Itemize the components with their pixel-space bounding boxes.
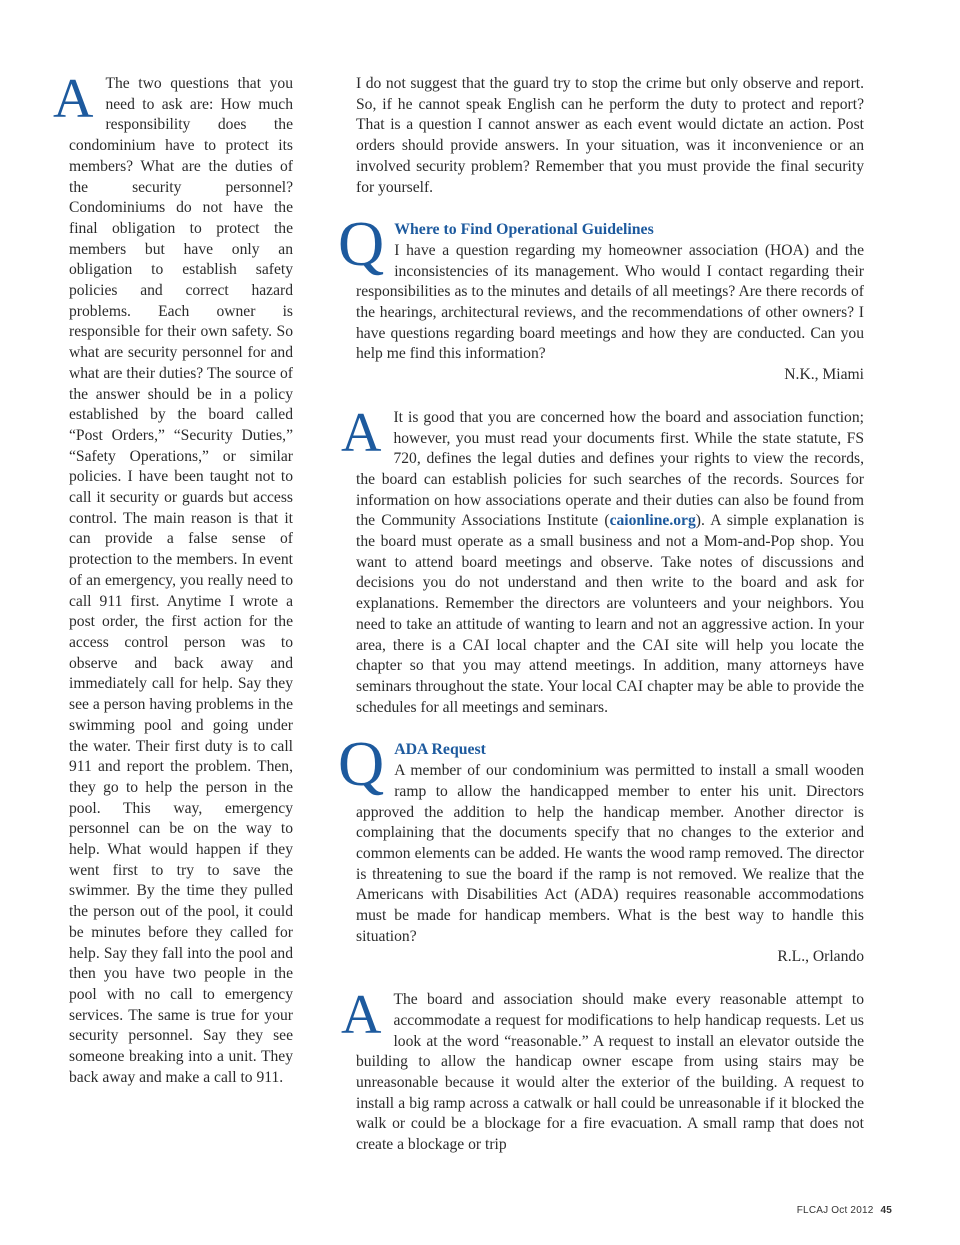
question-heading: Where to Find Operational Guidelines [394, 221, 654, 239]
question-signature: R.L., Orlando [777, 948, 864, 966]
question-ada-request [338, 728, 864, 968]
right-column [338, 74, 865, 1156]
answer-text-after-link: ). A simple explanation is the board must operate as a small business and not a Mom-and-Pop shop. You want to attend board meetings and observe. Take notes of discussions and decisions you do not understand and then write to the board and ask for explanations. Remember the directors are volunteers and your neighbors. You need to take an attitude of wanting to learn and not an aggressive action. In your area, there is a CAI local chapter and the CAI site will help you locate the chapter so that you may attend meetings. In addition, many attorneys have seminars throughout the state. Your local CAI chapter may be able to provide the schedules for all meetings and seminars. [356, 512, 865, 716]
question-dropcap: Q [338, 728, 385, 800]
continuation-paragraph: I do not suggest that the guard try to stop the crime but only observe and report. So, if he cannot speak English can he perform the duty to protect and report? That is a question I cannot answer as each event would dictate an action. Post orders should provide answers. In your situation, was it inconvenience or an involved security problem? Remember that you must provide the final security for yourself. [356, 75, 864, 196]
question-text: I have a question regarding my homeowner association (HOA) and the inconsistencies of its management. Who would I contact regarding their responsibilities as to the minutes and details of all meetings? Are there records of the hearings, architectural reviews, and the recommendations of other owners? I have questions regarding board meetings and how they are conducted. Can you help me find this information? [356, 241, 864, 363]
answer-continued-security [53, 68, 293, 1088]
answer-operational-guidelines [341, 401, 865, 719]
page-footer [797, 1205, 892, 1216]
question-text: A member of our condominium was permitted to install a small wooden ramp to allow the handicapped member to enter his unit. Directors approved the addition to help the handicap member. Another director is complaining that the documents specify that no changes to the exterior and common elements can be added. He wants the wood ramp removed. The director is threatening to sue the board if the ramp is not removed. We realize that the Americans with Disabilities Act (ADA) requires reasonable accommodations must be made for handicap members. What is the best way to handle this situation? [356, 762, 864, 945]
answer-text: The two questions that you need to ask are: How much responsibility does the condominium have to protect its members? What are the duties of the security personnel? Condominiums do not have the final obligation to protect the members but have only an obligation to establish safety policies and correct hazard problems. Each owner is responsible for their own safety. So what are security personnel for and what are their duties? The source of the answer should be in a policy established by the board called “Post Orders,” “Security Duties,” “Safety Operations,” or similar policies. I have been taught not to call it security or guards but access control. The main reason is that it can provide a false sense of protection to the members. In event of an emergency, you really need to call 911 first. Anytime I wrote a post order, the first action for the access control person was to observe and back away and immediately call for help. Say they see a person having problems in the swimming pool and going under the water. Their first duty is to call 911 and report the problem. Then, they go to help the person in the pool. This way, emergency personnel can be on the way to help. What would happen if they went first to try to save the swimmer. By the time they pulled the person out of the pool, it could be minutes before they called for help. Say they fall into the pool and then you have two people in the pool with no call to emergency services. The same is true for your security personnel. Say they see someone breaking into a unit. They back away and make a call to 911. [69, 75, 293, 1086]
answer-ada-request [341, 984, 864, 1156]
answer-dropcap: A [341, 984, 382, 1047]
page-number: 45 [880, 1205, 892, 1216]
left-column [53, 68, 293, 1088]
answer-text: It is good that you are concerned how the board and association function; however, you must read your documents first. While the state statute, FS 720, defines the legal duties and defines your rights to view the records, the board can establish policies for such searches of the records. Sources for information on how associations operate and their duties can also be found from the Community Associations Institute ( [356, 408, 864, 530]
issue-date: Oct 2012 [831, 1205, 874, 1216]
question-heading: ADA Request [394, 741, 486, 759]
answer-dropcap: A [53, 68, 94, 130]
question-signature: N.K., Miami [784, 366, 864, 384]
question-operational-guidelines [338, 208, 864, 386]
answer-dropcap: A [341, 401, 382, 464]
caionline-link[interactable]: caionline.org [609, 512, 696, 530]
question-dropcap: Q [338, 208, 385, 280]
answer-text: The board and association should make every reasonable attempt to accommodate a request for modifications to help handicap requests. Let us look at the word “reasonable.” A request to install an elevator outside the building to allow the handicap owner escape from using stairs may be unreasonable because it would alter the exterior of the building. A request to install a big ramp across a catwalk or hall could be unreasonable if it blocked the walk or could be a blockage for a fire evacuation. A small ramp that does not create a blockage or trip [356, 991, 864, 1154]
publication-name: FLCAJ [796, 1205, 829, 1216]
